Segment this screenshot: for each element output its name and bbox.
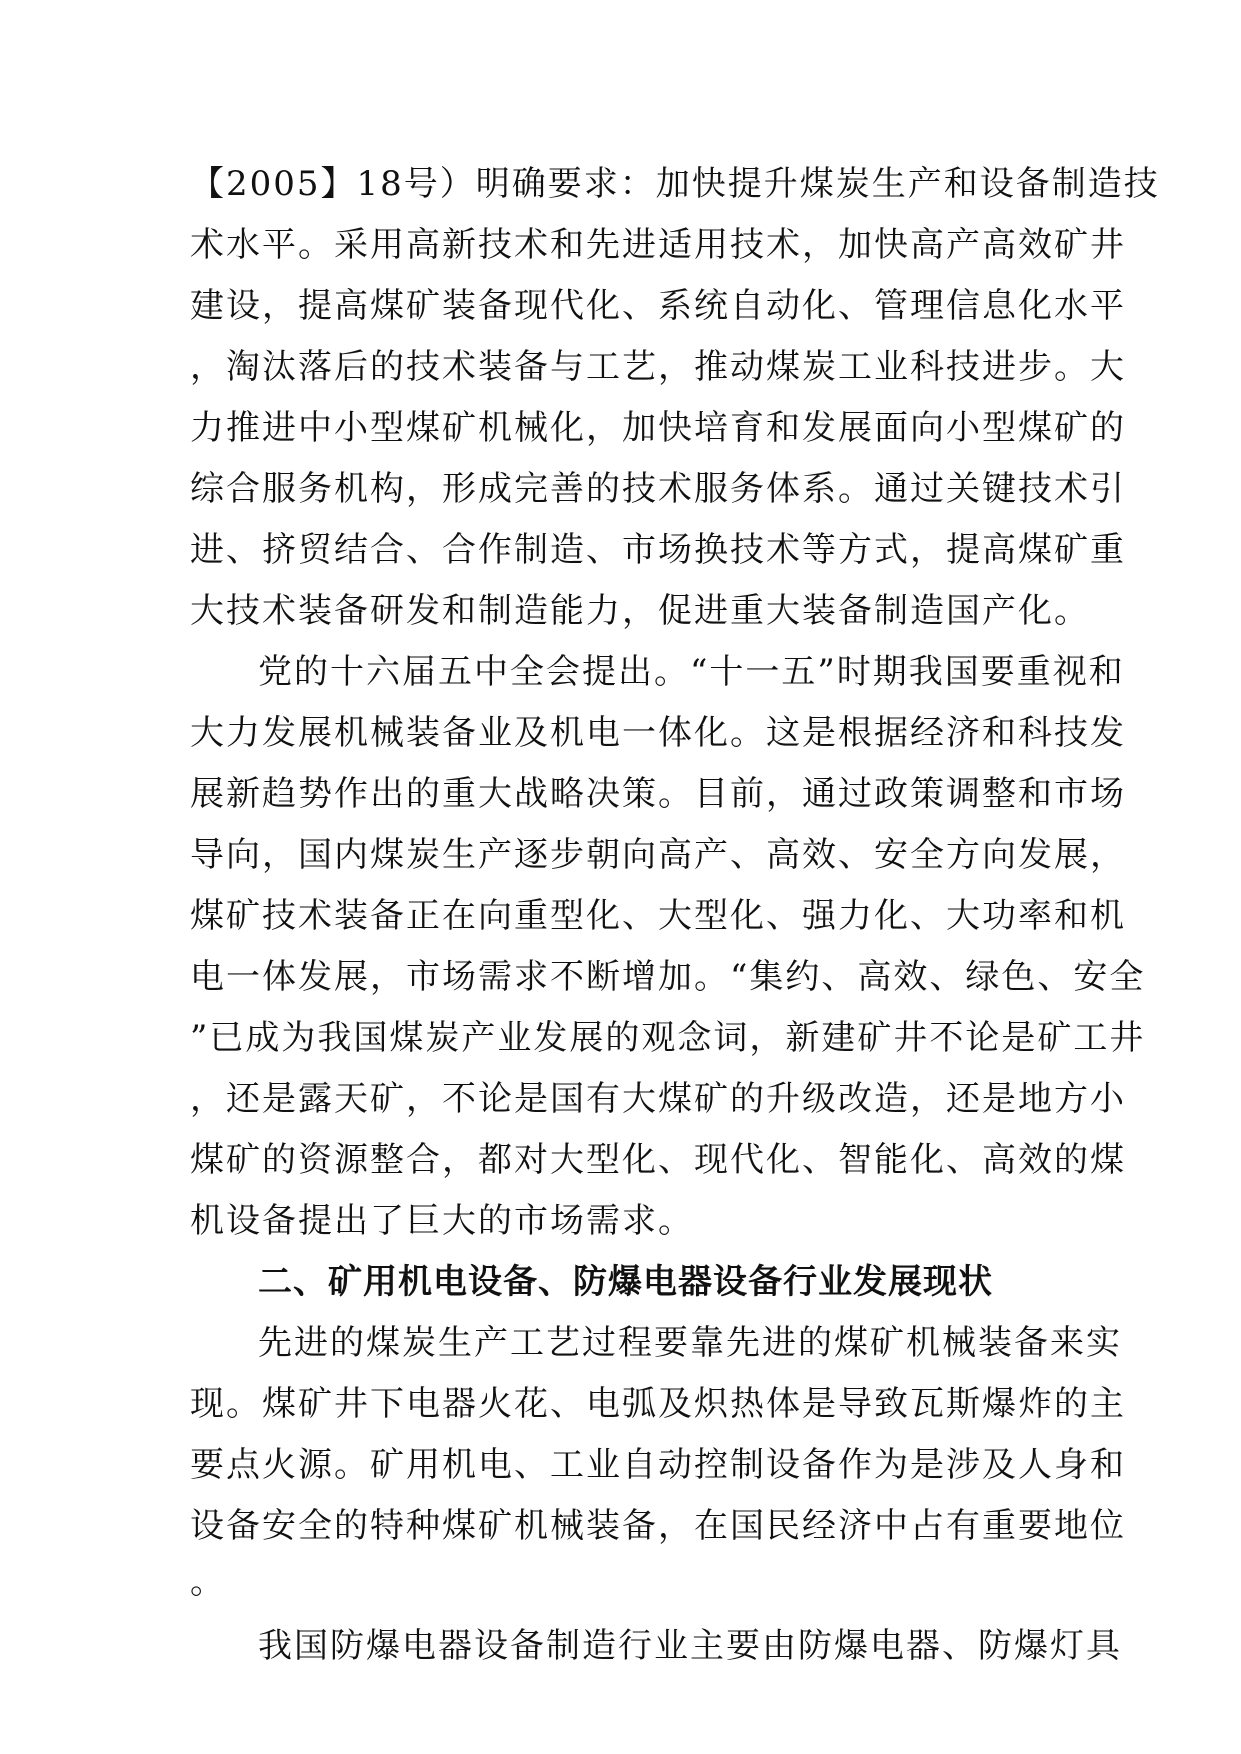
body-text-line: 术水平。采用高新技术和先进适用技术，加快高产高效矿井	[190, 225, 1126, 265]
body-text-line: 设备安全的特种煤矿机械装备，在国民经济中占有重要地位	[190, 1506, 1126, 1546]
paragraph-first-line: 先进的煤炭生产工艺过程要靠先进的煤矿机械装备来实	[258, 1323, 1122, 1363]
body-text-line: 建设，提高煤矿装备现代化、系统自动化、管理信息化水平	[190, 286, 1126, 326]
body-text-line: ”已成为我国煤炭产业发展的观念词，新建矿井不论是矿工井	[190, 1018, 1146, 1058]
body-text-line: 要点火源。矿用机电、工业自动控制设备作为是涉及人身和	[190, 1445, 1126, 1485]
body-text-line: 煤矿的资源整合，都对大型化、现代化、智能化、高效的煤	[190, 1140, 1126, 1180]
body-text-line: ，还是露天矿，不论是国有大煤矿的升级改造，还是地方小	[190, 1079, 1126, 1119]
body-text-line: 大力发展机械装备业及机电一体化。这是根据经济和科技发	[190, 713, 1126, 753]
body-text-line: 展新趋势作出的重大战略决策。目前，通过政策调整和市场	[190, 774, 1126, 814]
body-text-line: 现。煤矿井下电器火花、电弧及炽热体是导致瓦斯爆炸的主	[190, 1384, 1126, 1424]
body-text-line: 力推进中小型煤矿机械化，加快培育和发展面向小型煤矿的	[190, 408, 1126, 448]
section-heading: 二、矿用机电设备、防爆电器设备行业发展现状	[258, 1262, 993, 1302]
body-text-line: 综合服务机构，形成完善的技术服务体系。通过关键技术引	[190, 469, 1126, 509]
body-text-line: 【2005】18号）明确要求：加快提升煤炭生产和设备制造技	[190, 164, 1160, 204]
paragraph-first-line: 我国防爆电器设备制造行业主要由防爆电器、防爆灯具	[258, 1626, 1122, 1666]
body-text-line: 导向，国内煤炭生产逐步朝向高产、高效、安全方向发展，	[190, 835, 1126, 875]
body-text-line: 电一体发展，市场需求不断增加。“集约、高效、绿色、安全	[190, 957, 1146, 997]
paragraph-first-line: 党的十六届五中全会提出。“十一五”时期我国要重视和	[258, 652, 1125, 692]
body-text-line: 机设备提出了巨大的市场需求。	[190, 1201, 694, 1241]
body-text-line: ，淘汰落后的技术装备与工艺，推动煤炭工业科技进步。大	[190, 347, 1126, 387]
body-text-line: 进、挤贸结合、合作制造、市场换技术等方式，提高煤矿重	[190, 530, 1126, 570]
body-text-line: 大技术装备研发和制造能力，促进重大装备制造国产化。	[190, 591, 1090, 631]
body-text-line: 煤矿技术装备正在向重型化、大型化、强力化、大功率和机	[190, 896, 1126, 936]
body-text-line: 。	[190, 1562, 226, 1602]
